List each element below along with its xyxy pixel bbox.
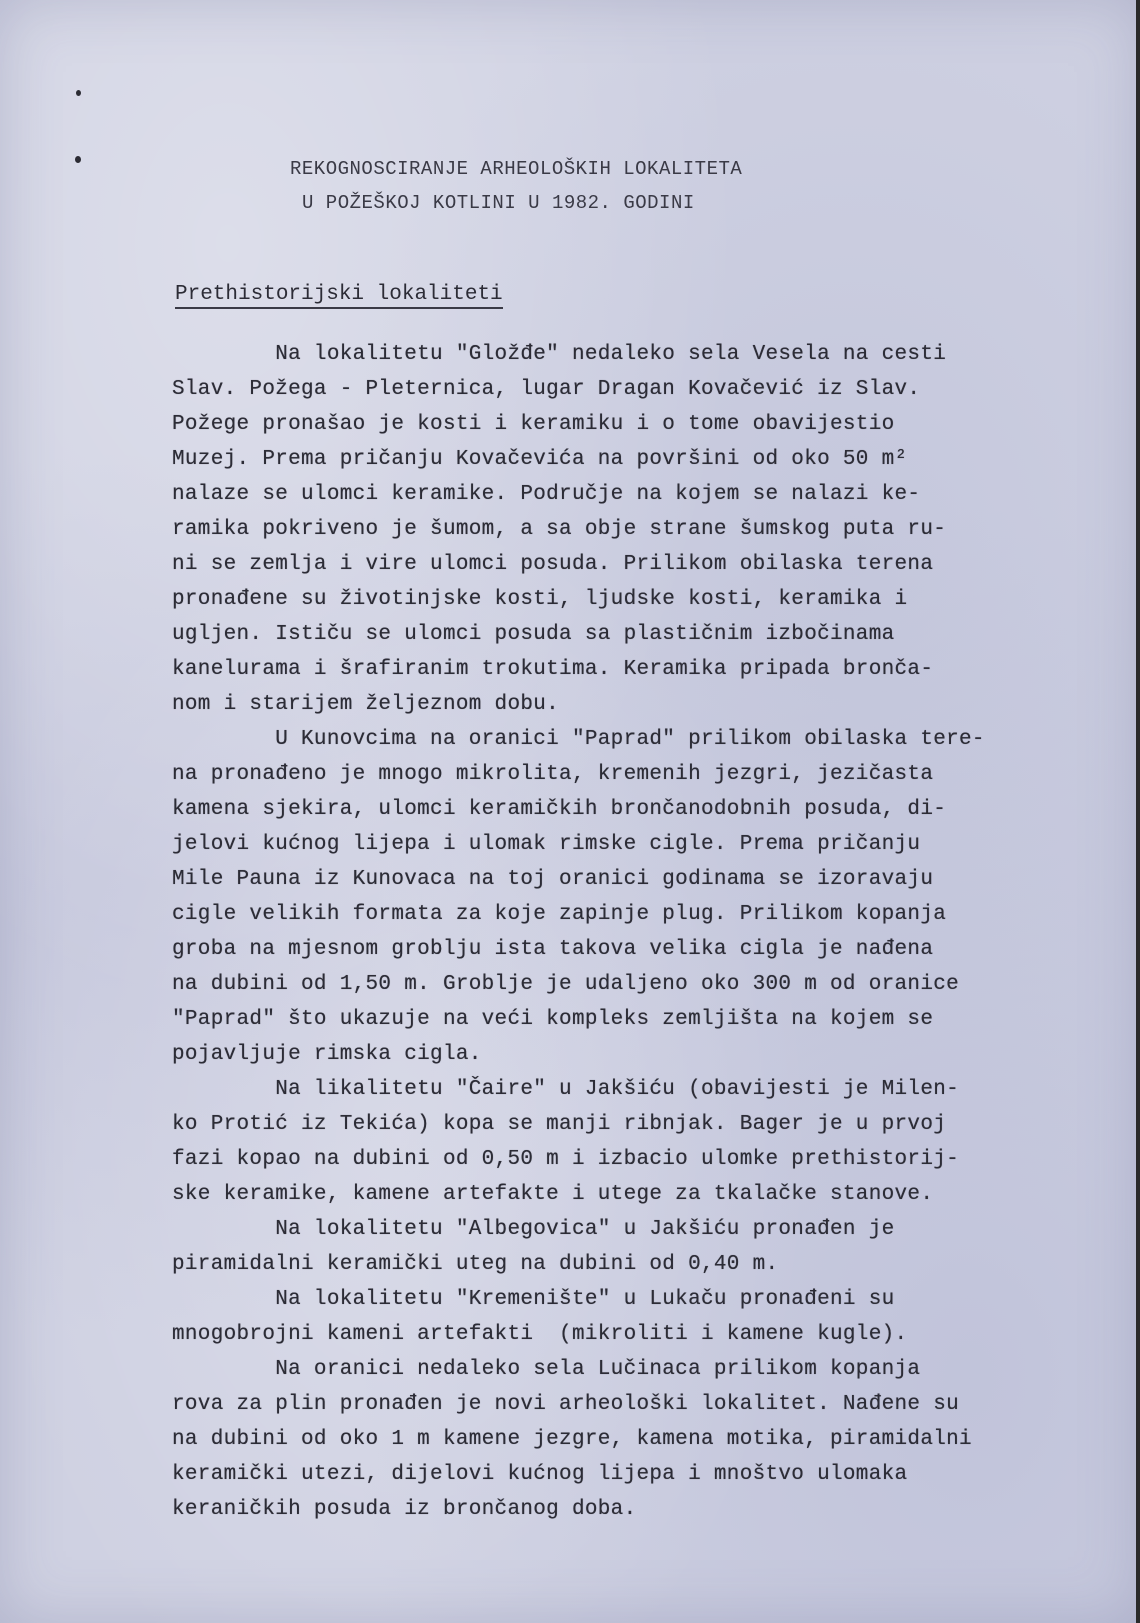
body-line: fazi kopao na dubini od 0,50 m i izbacio ulomke prethistorij-	[172, 1148, 960, 1171]
body-line: groba na mjesnom groblju ista takova velika cigla je nađena	[172, 938, 934, 961]
body-line: keraničkih posuda iz brončanog doba.	[172, 1498, 637, 1521]
body-line: ko Protić iz Tekića) kopa se manji ribnjak. Bager je u prvoj	[172, 1113, 947, 1136]
body-line: ni se zemlja i vire ulomci posuda. Prilikom obilaska terena	[172, 553, 934, 576]
body-line: keramički utezi, dijelovi kućnog lijepa i mnoštvo ulomaka	[172, 1463, 908, 1486]
body-line: nalaze se ulomci keramike. Područje na kojem se nalazi ke-	[172, 483, 921, 506]
body-line: Na lokalitetu "Gložđe" nedaleko sela Vesela na cesti	[172, 343, 947, 366]
body-line: Požege pronašao je kosti i keramiku i o tome obavijestio	[172, 413, 895, 436]
body-line: cigle velikih formata za koje zapinje plug. Prilikom kopanja	[172, 903, 947, 926]
body-line: Muzej. Prema pričanju Kovačevića na površini od oko 50 m²	[172, 448, 908, 471]
body-line: jelovi kućnog lijepa i ulomak rimske cigle. Prema pričanju	[172, 833, 921, 856]
body-line: na pronađeno je mnogo mikrolita, kremenih jezgri, jezičasta	[172, 763, 934, 786]
scan-edge	[1136, 0, 1140, 1623]
document-title-line-2: U POŽEŠKOJ KOTLINI U 1982. GODINI	[302, 192, 695, 214]
body-line: kamena sjekira, ulomci keramičkih brončanodobnih posuda, di-	[172, 798, 947, 821]
body-line: piramidalni keramički uteg na dubini od 0,40 m.	[172, 1253, 779, 1276]
document-title-line-1: REKOGNOSCIRANJE ARHEOLOŠKIH LOKALITETA	[290, 158, 743, 180]
body-line: ramika pokriveno je šumom, a sa obje strane šumskog puta ru-	[172, 518, 947, 541]
body-line: nom i starijem željeznom dobu.	[172, 693, 560, 716]
body-line: U Kunovcima na oranici "Paprad" prilikom obilaska tere-	[172, 728, 985, 751]
body-line: na dubini od oko 1 m kamene jezgre, kamena motika, piramidalni	[172, 1428, 972, 1451]
section-heading: Prethistorijski lokaliteti	[175, 283, 503, 309]
body-line: "Paprad" što ukazuje na veći kompleks zemljišta na kojem se	[172, 1008, 934, 1031]
body-line: Na oranici nedaleko sela Lučinaca prilikom kopanja	[172, 1358, 921, 1381]
punch-mark-top	[76, 90, 81, 96]
body-line: Na likalitetu "Čaire" u Jakšiću (obavijesti je Milen-	[172, 1078, 960, 1101]
body-line: ske keramike, kamene artefakte i utege za tkalačke stanove.	[172, 1183, 934, 1206]
body-line: rova za plin pronađen je novi arheološki lokalitet. Nađene su	[172, 1393, 960, 1416]
body-line: na dubini od 1,50 m. Groblje je udaljeno oko 300 m od oranice	[172, 973, 960, 996]
body-line: Mile Pauna iz Kunovaca na toj oranici godinama se izoravaju	[172, 868, 934, 891]
body-line: Na lokalitetu "Albegovica" u Jakšiću pronađen je	[172, 1218, 895, 1241]
punch-mark-bottom	[75, 156, 81, 163]
body-line: pojavljuje rimska cigla.	[172, 1043, 482, 1066]
body-line: kanelurama i šrafiranim trokutima. Keramika pripada bronča-	[172, 658, 934, 681]
body-line: Na lokalitetu "Kremenište" u Lukaču pronađeni su	[172, 1288, 895, 1311]
body-line: Slav. Požega - Pleternica, lugar Dragan Kovačević iz Slav.	[172, 378, 921, 401]
body-line: mnogobrojni kameni artefakti (mikroliti i kamene kugle).	[172, 1323, 908, 1346]
body-line: pronađene su životinjske kosti, ljudske kosti, keramika i	[172, 588, 908, 611]
body-line: ugljen. Ističu se ulomci posuda sa plastičnim izbočinama	[172, 623, 895, 646]
